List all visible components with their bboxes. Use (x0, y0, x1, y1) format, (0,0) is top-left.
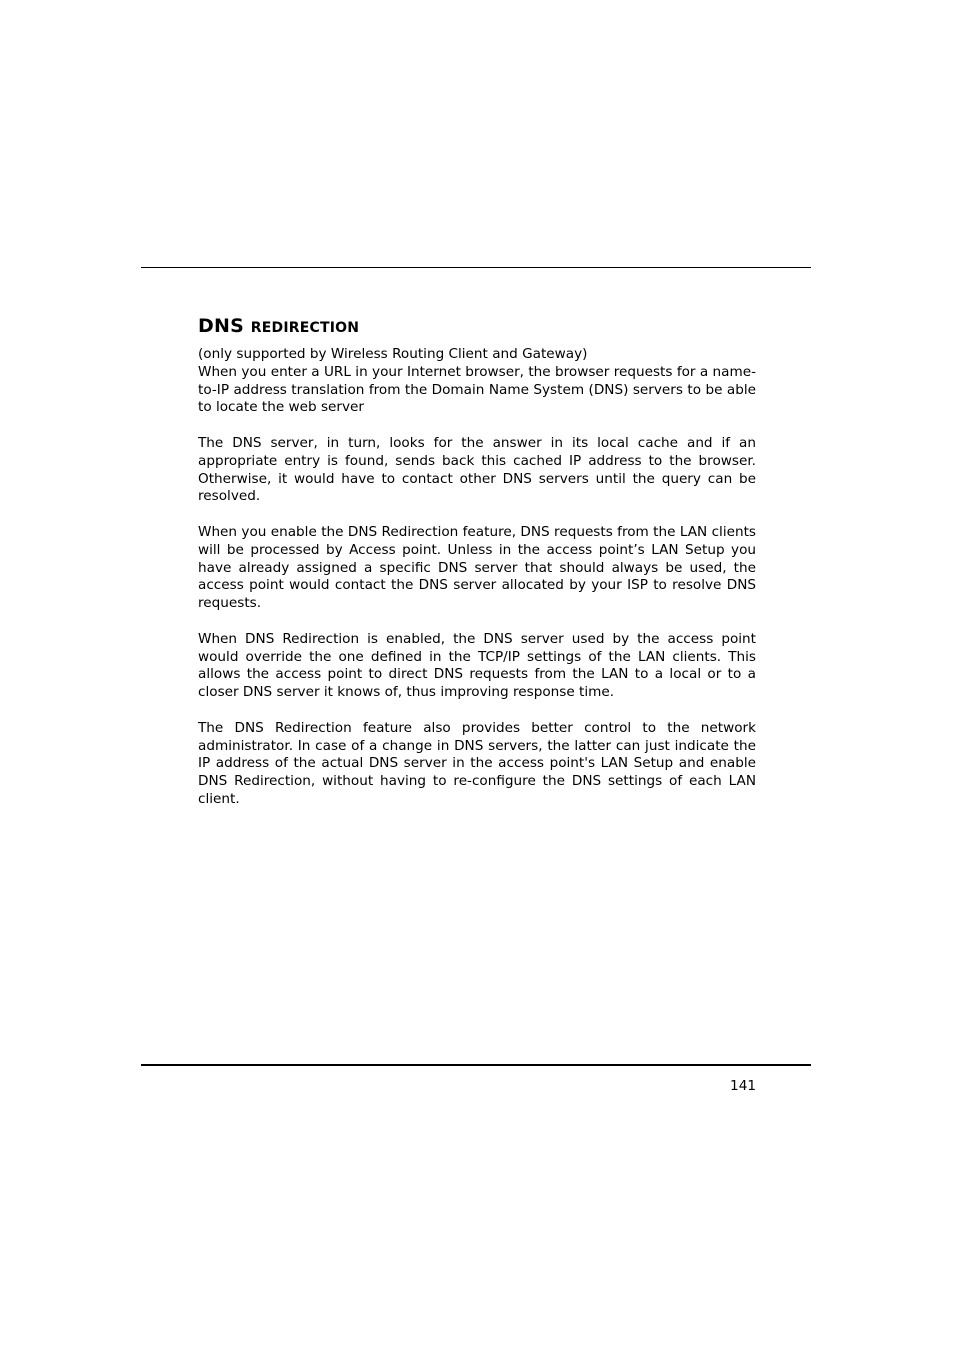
page-content (198, 312, 756, 809)
section-heading-main: DNS (198, 315, 244, 337)
paragraph-admin-control: The DNS Redirection feature also provides better control to the network administrator. In case of a change in DNS servers, the latter can just indicate the IP address of the actual DNS server in the access point's LAN Setup and enable DNS Redirection, without having to re-configure the DNS settings of each LAN client. (198, 719, 756, 807)
paragraph-note: (only supported by Wireless Routing Client and Gateway) (198, 346, 588, 362)
footer-rule (141, 1064, 811, 1066)
paragraph-url-intro: When you enter a URL in your Internet browser, the browser requests for a name-to-IP address translation from the Domain Name System (DNS) servers to be able to locate the web server (198, 363, 756, 416)
section-heading (198, 312, 756, 342)
section-heading-rest: REDIRECTION (250, 320, 360, 336)
header-rule (141, 267, 811, 268)
paragraph-override: When DNS Redirection is enabled, the DNS server used by the access point would override the one defined in the TCP/IP settings of the LAN clients. This allows the access point to direct DNS requests from the LAN to a local or to a closer DNS server it knows of, thus improving response time. (198, 630, 756, 701)
page-number: 141 (730, 1078, 756, 1094)
paragraph-dns-cache: The DNS server, in turn, looks for the answer in its local cache and if an appropriate entry is found, sends back this cached IP address to the browser. Otherwise, it would have to contact other DNS servers until the query can be resolved. (198, 434, 756, 505)
paragraph-enable-redirection: When you enable the DNS Redirection feature, DNS requests from the LAN clients will be processed by Access point. Unless in the access point’s LAN Setup you have already assigned a specific DNS server that should always be used, the access point would contact the DNS server allocated by your ISP to resolve DNS requests. (198, 523, 756, 612)
